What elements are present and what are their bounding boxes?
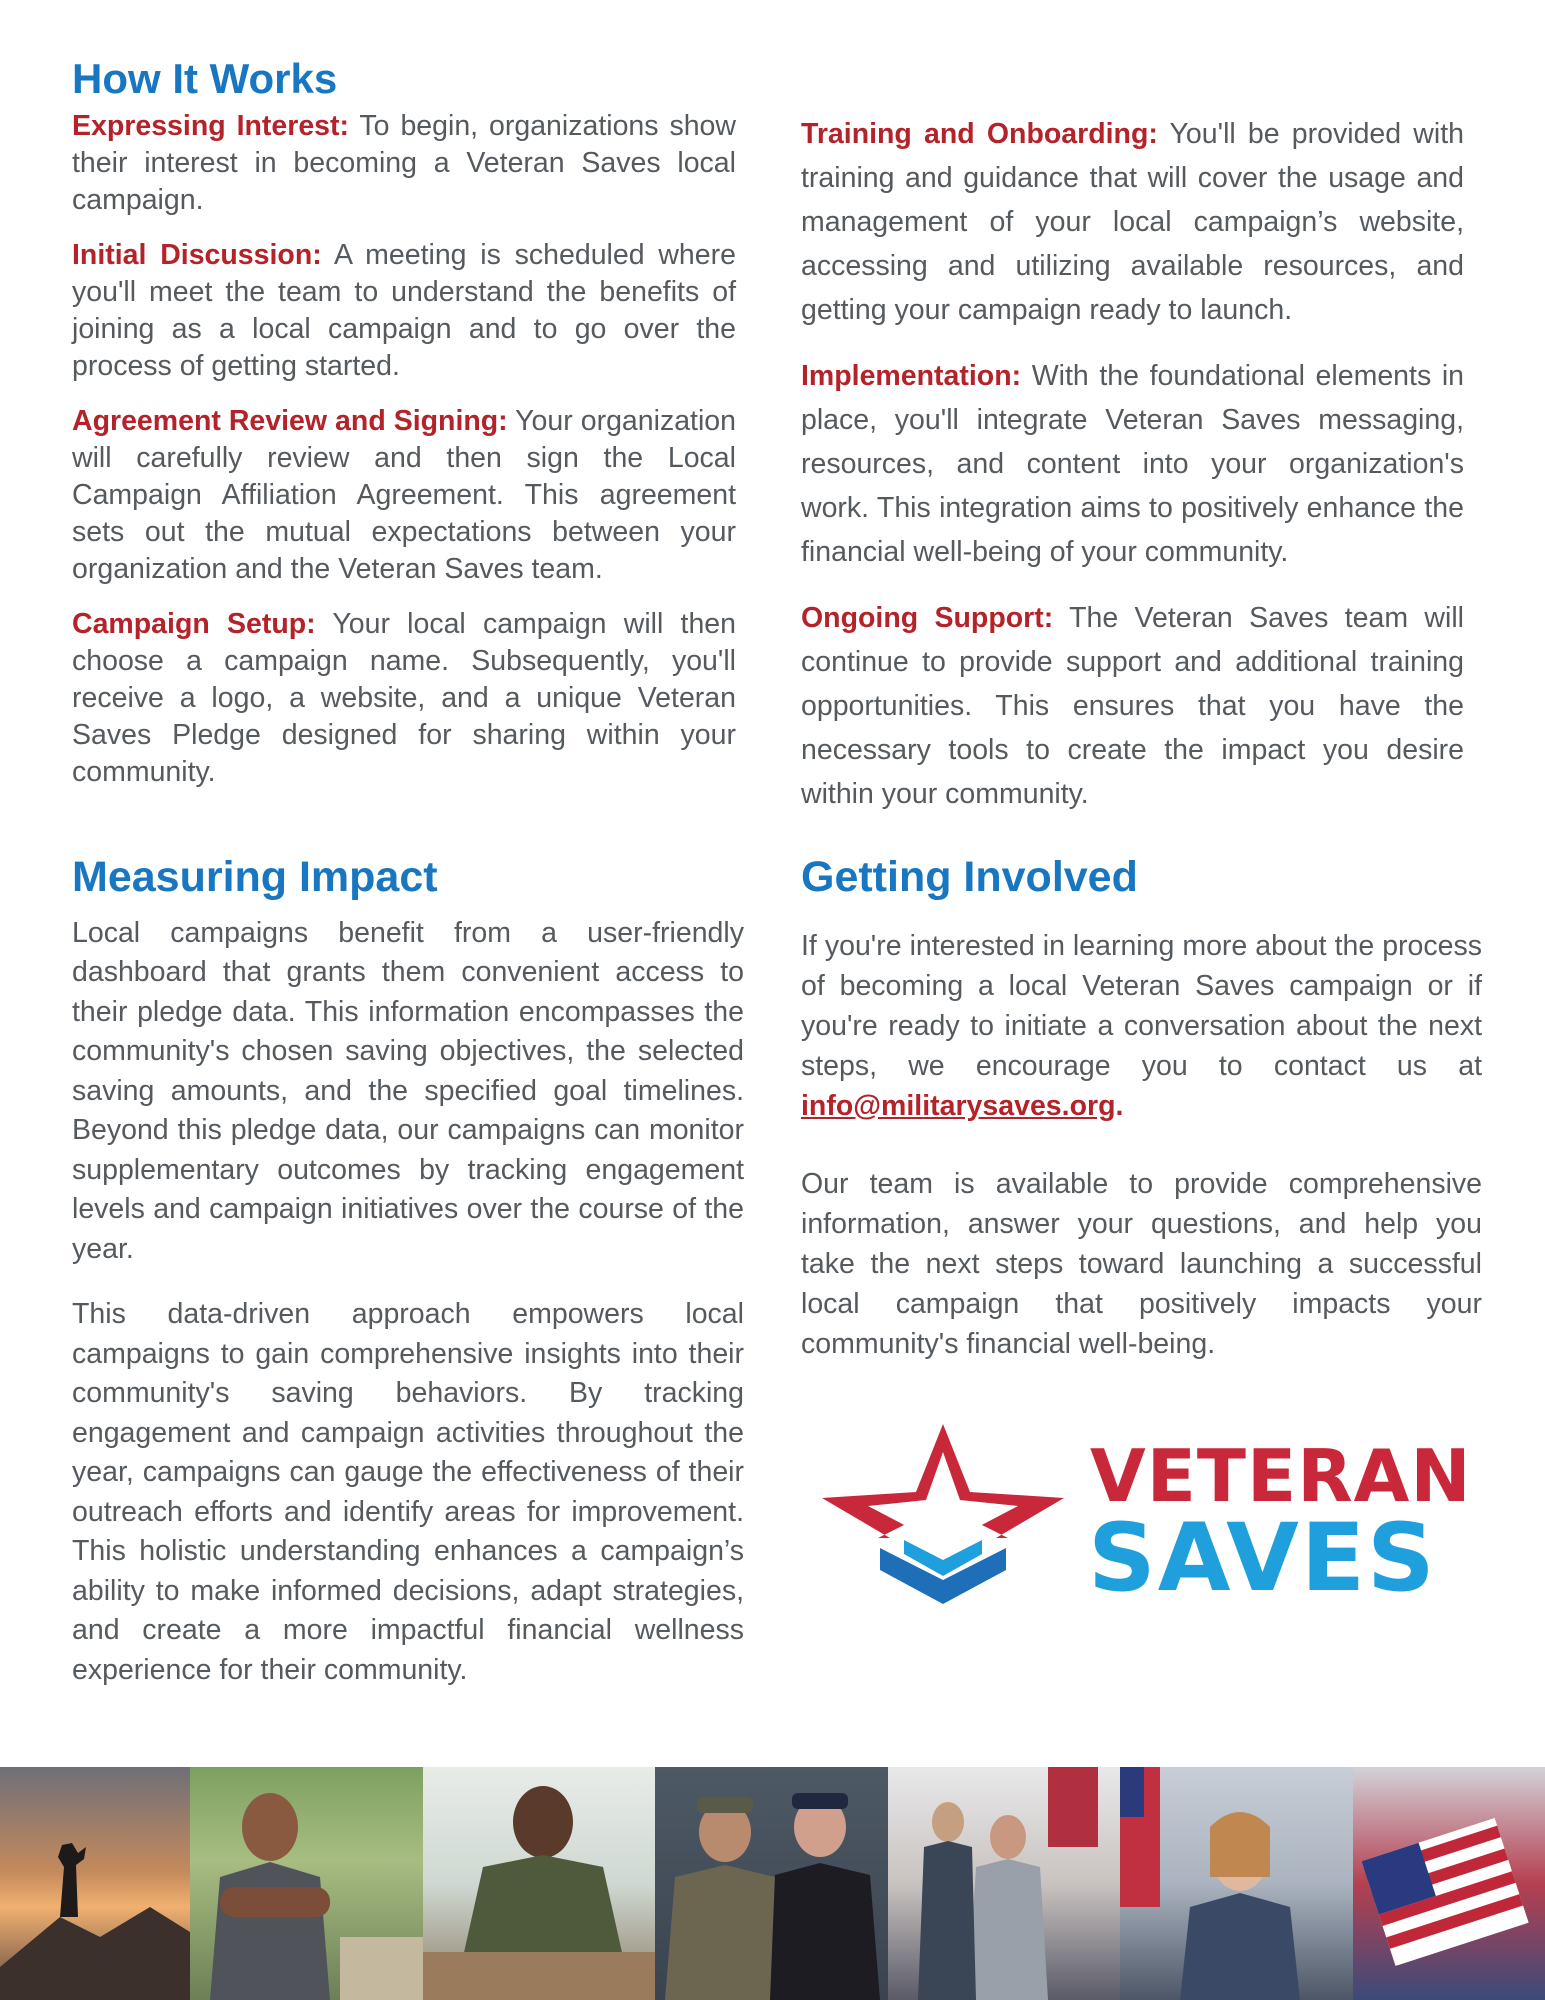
step-expressing-interest (72, 108, 736, 219)
step-agreement-review (72, 403, 736, 588)
photo-smiling-man-table (423, 1767, 655, 2000)
photo-woman-flags (1120, 1767, 1353, 2000)
email-link[interactable]: info@militarysaves.org (801, 1089, 1116, 1122)
step-label: Campaign Setup: (72, 608, 316, 641)
getting-involved-heading: Getting Involved (801, 853, 1138, 901)
star-chevron-icon (818, 1420, 1068, 1620)
contact-text: If you're interested in learning more about the process of becoming a local Veteran Saves campaign or if you're ready to initiate a conversation about the next steps, we encourage you to contact us at (801, 929, 1482, 1082)
getting-involved-paragraph-2: Our team is available to provide comprehensive information, answer your questions, and help you take the next steps toward launching a successful local campaign that positively impacts your community's financial well-being. (801, 1167, 1482, 1360)
step-label: Agreement Review and Signing: (72, 405, 508, 438)
step-text: You'll be provided with training and guidance that will cover the usage and management of your local campaign’s website, accessing and utilizing available resources, and getting your campaign ready to launch. (801, 118, 1464, 326)
step-text: To begin, organizations show their interest in becoming a Veteran Saves local campaign. (72, 110, 736, 217)
step-text: The Veteran Saves team will continue to provide support and additional training opportunities. This ensures that you have the necessary tools to create the impact you desire within your community. (801, 602, 1464, 810)
how-it-works-right-column (801, 112, 1464, 838)
photo-two-veterans (655, 1767, 888, 2000)
logo-word-saves: SAVES (1088, 1504, 1437, 1613)
step-ongoing-support (801, 596, 1464, 816)
measuring-impact-section (72, 852, 744, 1716)
photo-american-flag (1353, 1767, 1545, 2000)
step-campaign-setup (72, 606, 736, 791)
photo-saluting-silhouette (0, 1767, 190, 2000)
step-text: Your organization will carefully review and then sign the Local Campaign Affiliation Agreement. This agreement sets out the mutual expectations between your organization and the Veteran Saves team. (72, 405, 736, 586)
photo-man-arms-crossed (190, 1767, 423, 2000)
photo-group-seated (888, 1767, 1120, 2000)
step-training-onboarding (801, 112, 1464, 332)
step-label: Ongoing Support: (801, 602, 1054, 634)
getting-involved-section (801, 852, 1482, 1402)
measuring-impact-heading: Measuring Impact (72, 853, 438, 901)
step-text: Your local campaign will then choose a campaign name. Subsequently, you'll receive a logo, a website, and a unique Veteran Saves Pledge designed for sharing within your community. (72, 608, 736, 789)
measuring-impact-paragraph-1: Local campaigns benefit from a user-friendly dashboard that grants them convenient access to their pledge data. This information encompasses the community's chosen saving objectives, the selected saving amounts, and the specified goal timelines. Beyond this pledge data, our campaigns can monitor supplementary outcomes by tracking engagement levels and campaign initiatives over the course of the year. (72, 916, 744, 1265)
step-label: Implementation: (801, 360, 1022, 392)
measuring-impact-paragraph-2: This data-driven approach empowers local campaigns to gain comprehensive insights into their community's saving behaviors. By tracking engagement and campaign activities throughout the year, campaigns can gauge the effectiveness of their outreach efforts and identify areas for improvement. This holistic understanding enhances a campaign’s ability to make informed decisions, adapt strategies, and create a more impactful financial wellness experience for their community. (72, 1298, 744, 1686)
email-suffix: . (1115, 1089, 1124, 1122)
logo-word-veteran: VETERAN (1090, 1434, 1472, 1518)
step-label: Expressing Interest: (72, 110, 350, 143)
step-text: With the foundational elements in place, you'll integrate Veteran Saves messaging, resources, and content into your organization's work. This integration aims to positively enhance the financial well-being of your community. (801, 360, 1465, 568)
how-it-works-heading: How It Works (72, 55, 338, 102)
step-implementation (801, 354, 1464, 574)
photo-strip (0, 1767, 1545, 2000)
how-it-works-left-column (72, 54, 736, 809)
step-label: Initial Discussion: (72, 239, 322, 272)
step-text: A meeting is scheduled where you'll meet the team to understand the benefits of joining as a local campaign and to go over the process of getting started. (72, 239, 736, 383)
getting-involved-paragraph-1 (801, 926, 1482, 1126)
step-initial-discussion (72, 237, 736, 385)
step-label: Training and Onboarding: (801, 118, 1158, 150)
veteran-saves-logo (818, 1420, 1472, 1620)
